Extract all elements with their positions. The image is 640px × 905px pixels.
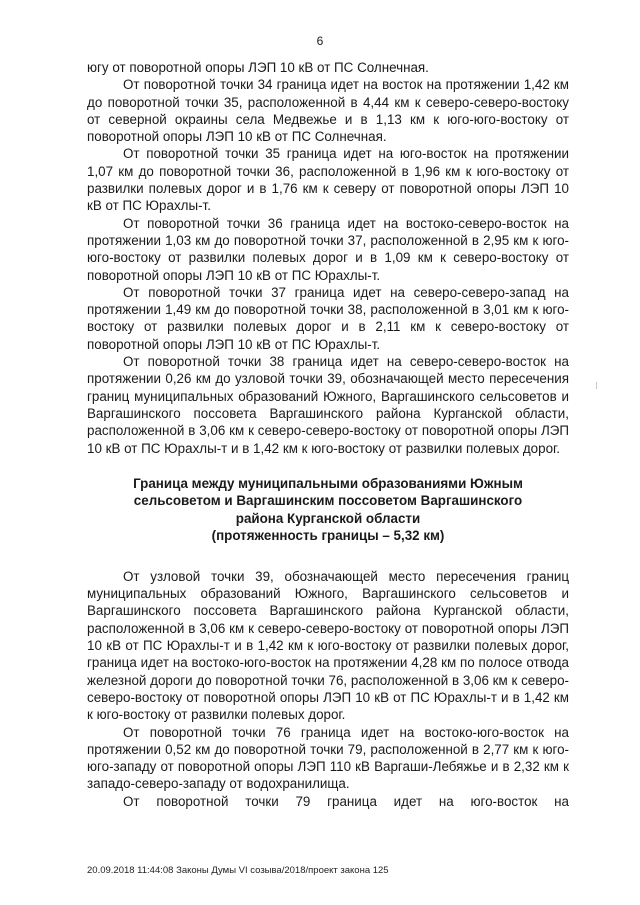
paragraph: От поворотной точки 36 граница идет на востоко-северо-восток на протяжении 1,03 км до поворотной точки 37, расположенной в 2,95 км к юго-юго-востоку от развилки полевых дорог и в 1,09 км к северо-востоку от поворотной опоры ЛЭП 10 кВ от ПС Юрахлы-т. [87, 215, 569, 283]
paragraph: От поворотной точки 79 граница идет на юго-восток на [123, 793, 569, 809]
paragraph-continuation: югу от поворотной опоры ЛЭП 10 кВ от ПС Солнечная. [87, 60, 429, 75]
heading-line: Граница между муниципальными образованиями Южным [133, 475, 523, 491]
paragraph: От поворотной точки 38 граница идет на северо-северо-восток на протяжении 0,26 км до узловой точки 39, обозначающей место пересечения границ муниципальных образований Южного, Варгашинского сельсоветов и Варгашинского поссовета Варгашинского района Курганской области, расположенной в 3,06 км к северо-северо-востоку от поворотной опоры ЛЭП 10 кВ от ПС Юрахлы-т и в 1,42 км к юго-востоку от развилки полевых дорог. [87, 354, 569, 456]
heading-line: района Курганской области [235, 510, 421, 526]
document-footer: 20.09.2018 11:44:08 Законы Думы VI созыва/2018/проект закона 125 [87, 865, 389, 876]
document-body [87, 59, 569, 810]
heading-line: сельсоветом и Варгашинским поссоветом Варгашинского [133, 493, 523, 509]
page-number: 6 [316, 34, 324, 48]
paragraph: От поворотной точки 37 граница идет на северо-северо-запад на протяжении 1,49 км до поворотной точки 38, расположенной в 3,01 км к юго-востоку от развилки полевых дорог и в 2,11 км к северо-востоку от поворотной опоры ЛЭП 10 кВ от ПС Юрахлы-т. [87, 284, 569, 352]
heading-length-line: (протяженность границы – 5,32 км) [211, 528, 445, 544]
paragraph: От поворотной точки 76 граница идет на востоко-юго-восток на протяжении 0,52 км до поворотной точки 79, расположенной в 2,77 км к юго-юго-западу от поворотной опоры ЛЭП 110 кВ Варгаши-Лебяжье и в 2,32 км к западо-северо-западу от водохранилища. [87, 724, 569, 792]
paragraph: От узловой точки 39, обозначающей место пересечения границ муниципальных образований Южного, Варгашинского сельсоветов и Варгашинского поссовета Варгашинского района Курганской области, расположенной в 3,06 км к северо-северо-востоку от поворотной опоры ЛЭП 10 кВ от ПС Юрахлы-т и в 1,42 км к юго-востоку от развилки полевых дорог, граница идет на востоко-юго-восток на протяжении 4,28 км по полосе отвода железной дороги до поворотной точки 76, расположенной в 3,06 км к северо-северо-востоку от поворотной опоры ЛЭП 10 кВ от ПС Юрахлы-т и в 1,42 км к юго-востоку от развилки полевых дорог. [87, 568, 569, 723]
margin-mark [596, 382, 597, 389]
section-heading [87, 475, 569, 545]
paragraph: От поворотной точки 34 граница идет на восток на протяжении 1,42 км до поворотной точки 35, расположенной в 4,44 км к северо-северо-востоку от северной окраины села Медвежье и в 1,13 км к юго-юго-востоку от поворотной опоры ЛЭП 10 кВ от ПС Солнечная. [87, 77, 569, 145]
paragraph: От поворотной точки 35 граница идет на юго-восток на протяжении 1,07 км до поворотной точки 36, расположенной в 1,96 км к юго-востоку от развилки полевых дорог и в 1,76 км к северу от поворотной опоры ЛЭП 10 кВ от ПС Юрахлы-т. [87, 146, 569, 214]
